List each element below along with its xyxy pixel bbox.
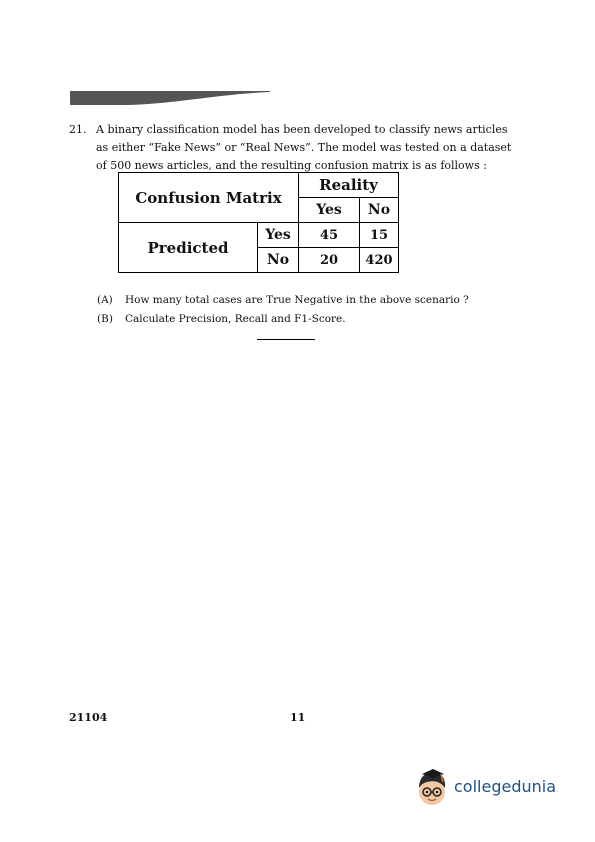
option-a	[97, 291, 469, 310]
question-line: as either “Fake News” or “Real News”. The model was tested on a dataset	[96, 141, 512, 154]
cell-fn: 20	[299, 248, 360, 273]
option-text: How many total cases are True Negative in the above scenario ?	[125, 294, 469, 306]
logo-wordmark: collegedunia	[454, 777, 557, 796]
end-rule	[257, 339, 315, 340]
page-number: 11	[290, 711, 306, 724]
reality-header: Reality	[299, 173, 399, 198]
predicted-yes-label: Yes	[258, 223, 299, 248]
option-b	[97, 310, 469, 329]
confusion-matrix-table	[118, 172, 399, 273]
paper-code: 21104	[69, 711, 108, 724]
options-list	[97, 291, 469, 329]
question-line: of 500 news articles, and the resulting confusion matrix is as follows :	[96, 159, 487, 172]
predicted-label: Predicted	[119, 223, 258, 273]
reality-yes-header: Yes	[299, 198, 360, 223]
reality-no-header: No	[360, 198, 399, 223]
cell-tn: 420	[360, 248, 399, 273]
option-text: Calculate Precision, Recall and F1-Score.	[125, 313, 346, 325]
cell-tp: 45	[299, 223, 360, 248]
mascot-icon	[413, 768, 451, 808]
cell-fp: 15	[360, 223, 399, 248]
question-text	[96, 121, 516, 175]
option-label: (A)	[97, 294, 113, 306]
predicted-no-label: No	[258, 248, 299, 273]
collegedunia-logo	[413, 768, 563, 808]
matrix-title: Confusion Matrix	[119, 173, 299, 223]
question-line: A binary classification model has been developed to classify news articles	[96, 123, 508, 136]
option-label: (B)	[97, 313, 113, 325]
header-bar	[70, 89, 270, 107]
logo-text	[454, 777, 558, 796]
question-number: 21.	[69, 123, 87, 136]
logo-dot: .	[556, 786, 559, 794]
